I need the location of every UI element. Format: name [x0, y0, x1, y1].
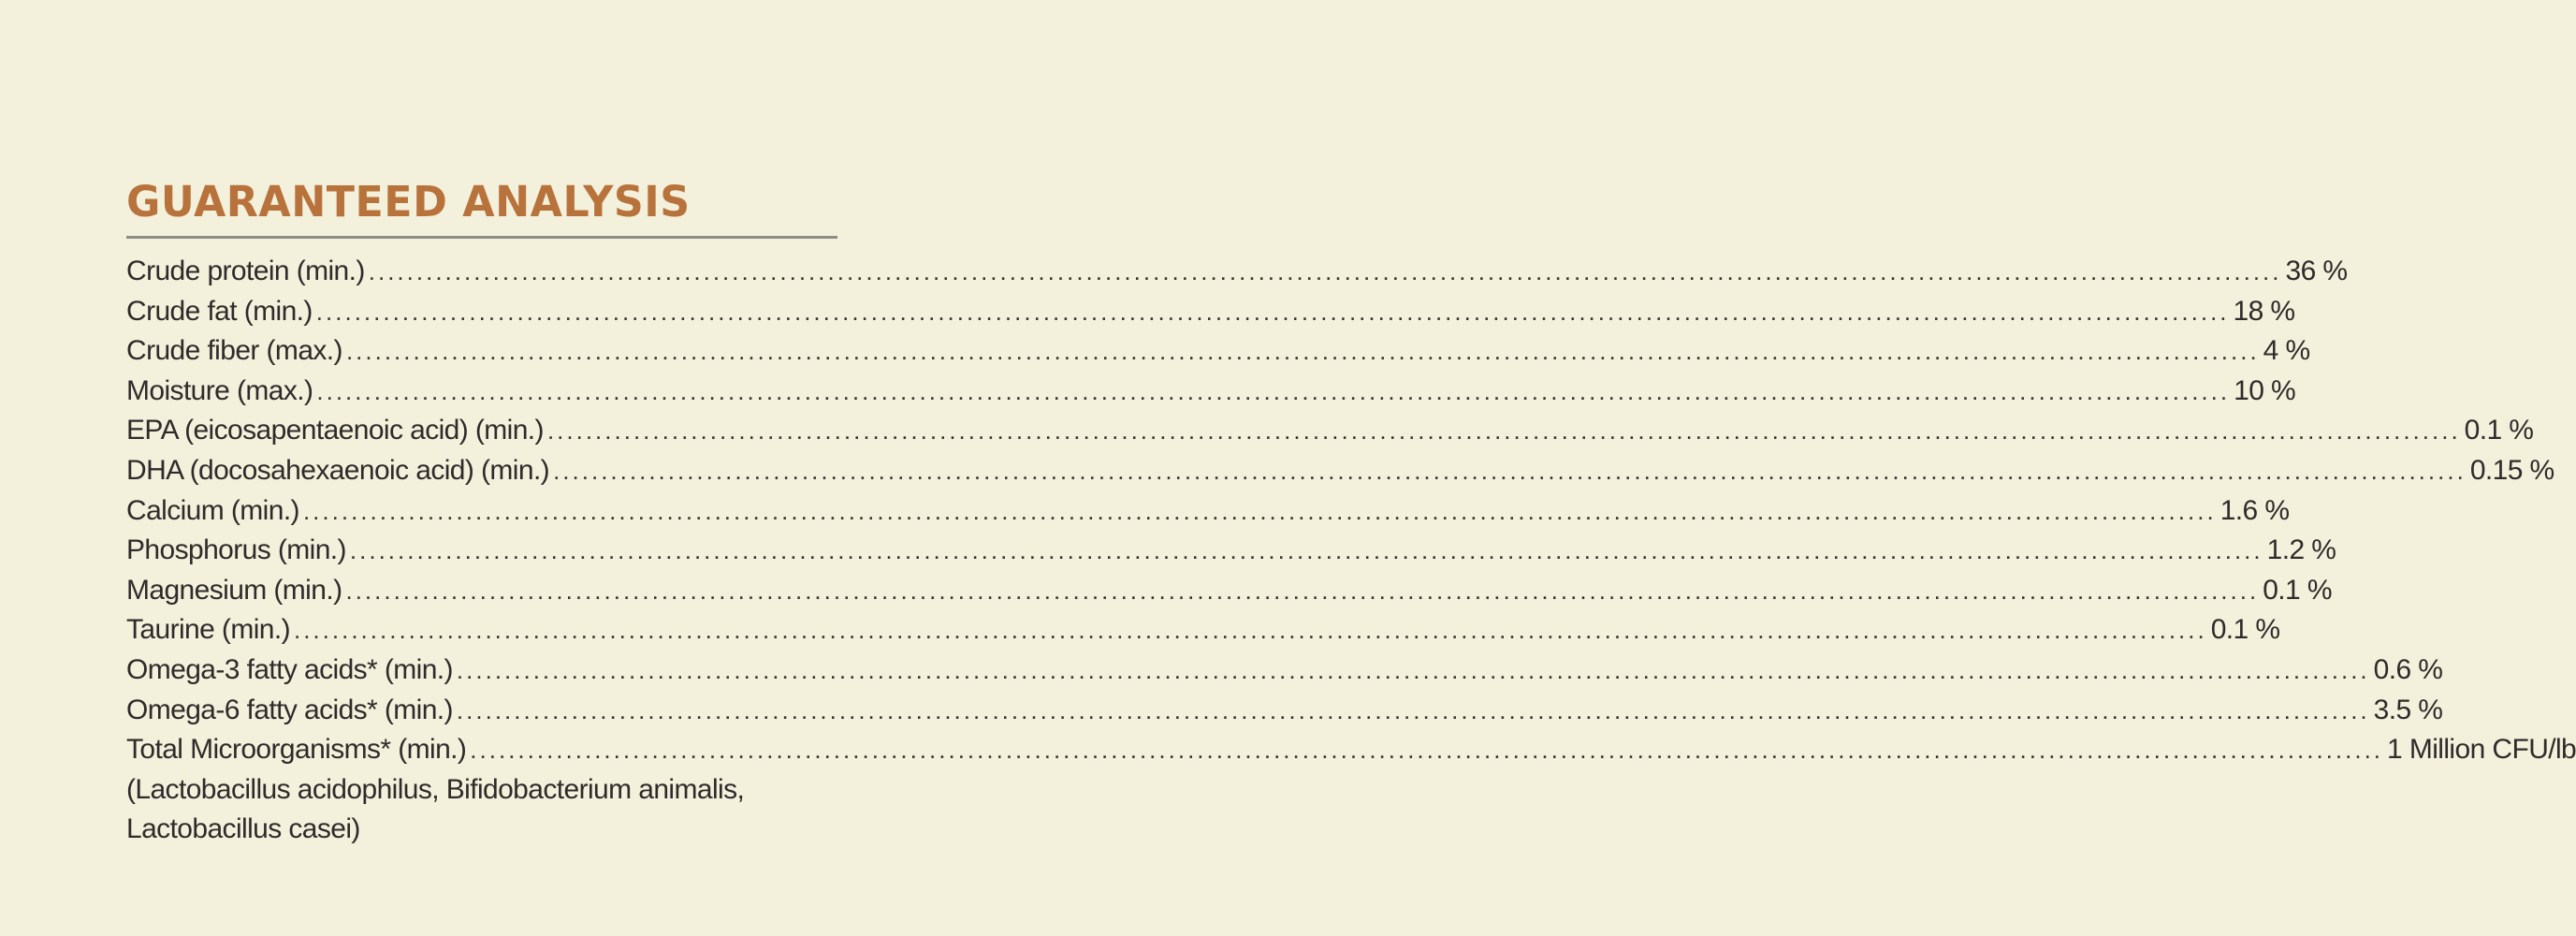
row-value: 1.2 % — [2266, 534, 2336, 566]
dot-leader: ........................................................................................................................................................................................................ — [293, 616, 2207, 645]
row-value: 4 % — [2263, 335, 2310, 367]
dot-leader: ........................................................................................................................................................................................................ — [368, 257, 2282, 285]
analysis-row-taurine — [126, 610, 2280, 651]
row-value: 0.1 % — [2210, 614, 2280, 646]
row-value: 1.6 % — [2219, 494, 2290, 526]
analysis-row-phosphorus — [126, 531, 2336, 571]
row-label: Omega-6 fatty acids* (min.) — [126, 694, 453, 725]
row-label: Crude protein (min.) — [126, 256, 365, 286]
analysis-row-moisture — [126, 372, 2296, 412]
microorganisms-footnote: (Lactobacillus acidophilus, Bifidobacterium animalis, Lactobacillus casei) — [126, 773, 745, 845]
dot-leader: ........................................................................................................................................................................................................ — [315, 297, 2230, 326]
dot-leader: ........................................................................................................................................................................................................ — [345, 337, 2260, 366]
guaranteed-analysis-panel — [126, 176, 2576, 850]
analysis-row-calcium — [126, 491, 2290, 532]
dot-leader: ........................................................................................................................................................................................................ — [546, 417, 2461, 446]
row-label: EPA (eicosapentaenoic acid) (min.) — [126, 415, 544, 446]
title-divider — [126, 236, 837, 239]
row-value: 0.15 % — [2469, 454, 2554, 486]
row-value: 36 % — [2285, 256, 2348, 286]
row-label: Crude fat (min.) — [126, 295, 313, 327]
row-label: DHA (docosahexaenoic acid) (min.) — [126, 454, 550, 486]
row-value: 0.1 % — [2263, 574, 2332, 606]
analysis-row-magnesium — [126, 571, 2332, 611]
analysis-row-omega-6 — [126, 691, 2443, 731]
dot-leader: ........................................................................................................................................................................................................ — [456, 695, 2370, 724]
row-value: 10 % — [2234, 374, 2296, 406]
dot-leader: ........................................................................................................................................................................................................ — [302, 496, 2217, 525]
dot-leader: ........................................................................................................................................................................................................ — [345, 576, 2260, 605]
row-value: 1 Million CFU/lb — [2387, 734, 2576, 766]
row-value: 18 % — [2233, 295, 2295, 327]
analysis-row-omega-3 — [126, 651, 2443, 691]
analysis-row-total-microorganisms — [126, 730, 2576, 770]
analysis-row-dha — [126, 451, 2554, 491]
analysis-list — [126, 252, 2576, 850]
dot-leader: ........................................................................................................................................................................................................ — [316, 376, 2231, 405]
analysis-row-crude-fiber — [126, 331, 2310, 372]
analysis-row-crude-fat — [126, 292, 2295, 332]
row-label: Moisture (max.) — [126, 374, 313, 406]
analysis-row-crude-protein — [126, 252, 2348, 292]
row-value: 0.6 % — [2373, 653, 2443, 685]
row-label: Taurine (min.) — [126, 614, 290, 646]
section-title: GUARANTEED ANALYSIS — [126, 177, 691, 227]
row-label: Total Microorganisms* (min.) — [126, 734, 467, 766]
row-value: 0.1 % — [2464, 415, 2534, 446]
row-label: Crude fiber (max.) — [126, 335, 342, 367]
dot-leader: ........................................................................................................................................................................................................ — [349, 536, 2263, 565]
dot-leader: ........................................................................................................................................................................................................ — [456, 655, 2370, 684]
row-label: Calcium (min.) — [126, 494, 299, 526]
row-label: Omega-3 fatty acids* (min.) — [126, 653, 453, 685]
analysis-row-epa — [126, 411, 2534, 451]
row-label: Phosphorus (min.) — [126, 534, 346, 566]
row-label: Magnesium (min.) — [126, 574, 342, 606]
dot-leader: ........................................................................................................................................................................................................ — [553, 456, 2467, 485]
dot-leader: ........................................................................................................................................................................................................ — [470, 736, 2384, 765]
row-value: 3.5 % — [2373, 694, 2443, 725]
